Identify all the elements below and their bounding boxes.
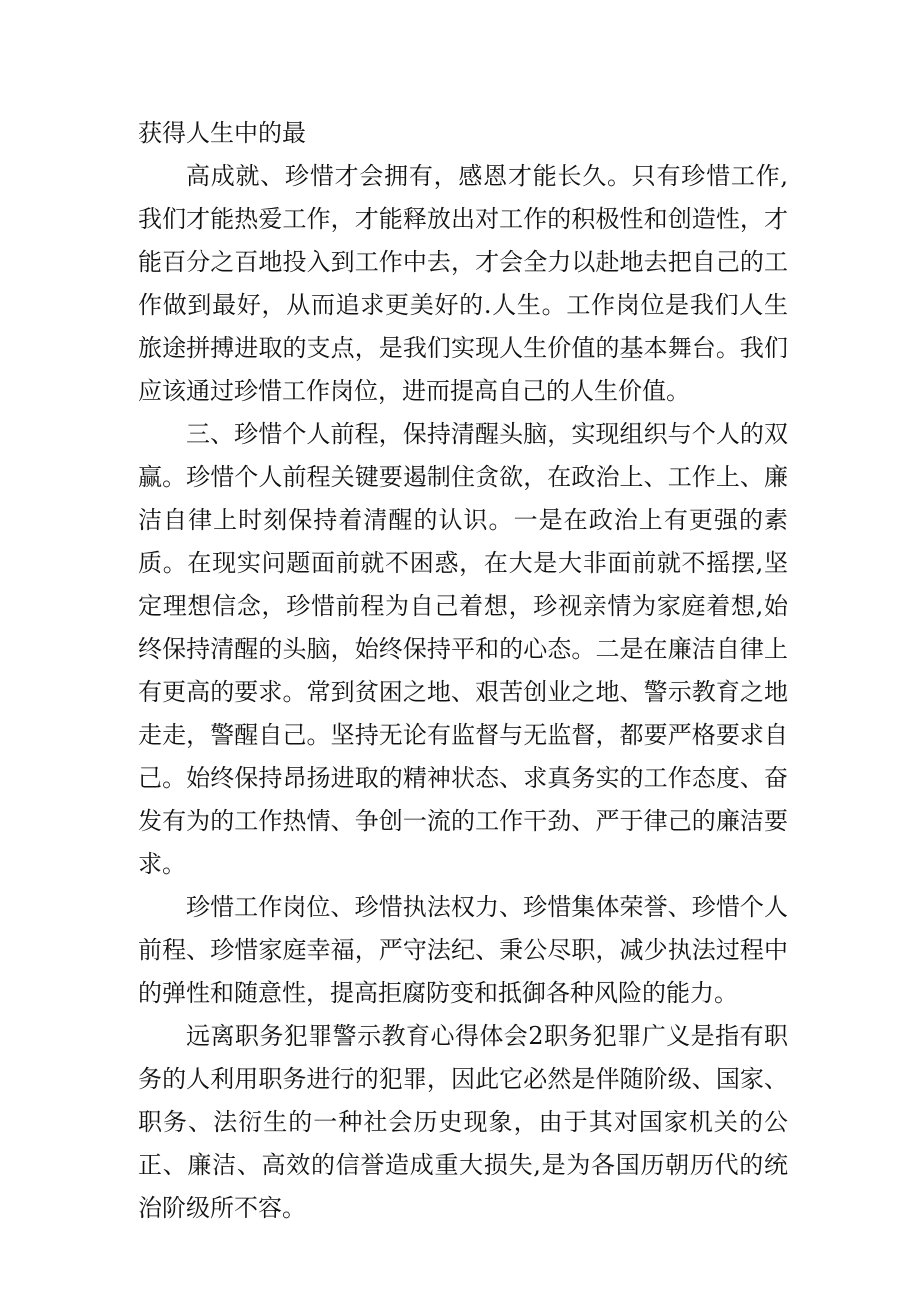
paragraph-3: 三、珍惜个人前程，保持清醒头脑，实现组织与个人的双赢。珍惜个人前程关键要遏制住贪欲，在政治上、工作上、廉洁自律上时刻保持着清醒的认识。一是在政治上有更强的素质。在现实问题面前就不困惑，在大是大非面前就不摇摆,坚定理想信念，珍惜前程为自己着想，珍视亲情为家庭着想,始终保持清醒的头脑，始终保持平和的心态。二是在廉洁自律上有更高的要求。常到贫困之地、艰苦创业之地、警示教育之地走走，警醒自己。坚持无论有监督与无监督，都要严格要求自己。始终保持昂扬进取的精神状态、求真务实的工作态度、奋发有为的工作热情、争创一流的工作干劲、严于律己的廉洁要求。 — [138, 420, 788, 878]
paragraph-1: 获得人生中的最 — [138, 119, 306, 147]
paragraph-2: 高成就、珍惜才会拥有，感恩才能长久。只有珍惜工作,我们才能热爱工作，才能释放出对工作的积极性和创造性，才能百分之百地投入到工作中去，才会全力以赴地去把自己的工作做到最好，从而追求更美好的.人生。工作岗位是我们人生旅途拼搏进取的支点，是我们实现人生价值的基本舞台。我们应该通过珍惜工作岗位，进而提高自己的人生价值。 — [138, 162, 788, 405]
document-body — [138, 112, 788, 1230]
paragraph-5: 远离职务犯罪警示教育心得体会2职务犯罪广义是指有职务的人利用职务进行的犯罪，因此它必然是伴随阶级、国家、职务、法衍生的一种社会历史现象，由于其对国家机关的公正、廉洁、高效的信誉造成重大损失,是为各国历朝历代的统治阶级所不容。 — [138, 1022, 788, 1222]
paragraph-4: 珍惜工作岗位、珍惜执法权力、珍惜集体荣誉、珍惜个人前程、珍惜家庭幸福，严守法纪、秉公尽职，减少执法过程中的弹性和随意性，提高拒腐防变和抵御各种风险的能力。 — [138, 893, 788, 1007]
